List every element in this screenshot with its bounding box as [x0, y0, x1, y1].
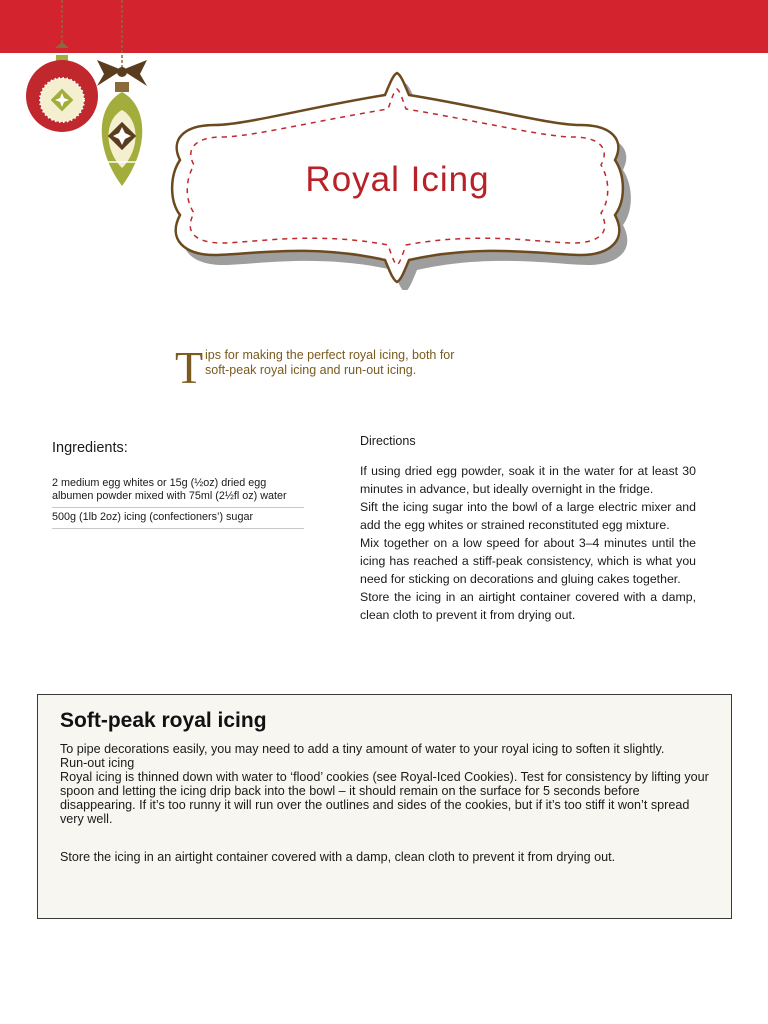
soft-peak-text: To pipe decorations easily, you may need to add a tiny amount of water to your royal icing to soften it slightly. [60, 742, 665, 756]
soft-peak-box [37, 694, 732, 919]
direction-step: If using dried egg powder, soak it in the water for at least 30 minutes in advance, but ideally overnight in the fridge. [360, 464, 696, 496]
tips-intro [175, 342, 475, 393]
drop-cap: T [175, 342, 204, 393]
christmas-ornaments-icon [0, 0, 170, 200]
direction-step: Store the icing in an airtight container covered with a damp, clean cloth to prevent it from drying out. [360, 590, 696, 622]
directions-section [360, 434, 696, 624]
direction-step: Mix together on a low speed for about 3–4 minutes until the icing has reached a stiff-peak consistency, which is what you need for sticking on decorations and gluing cakes together. [360, 536, 696, 586]
tips-text: ips for making the perfect royal icing, both for soft-peak royal icing and run-out icing. [205, 348, 455, 377]
ingredient-item: 500g (1lb 2oz) icing (confectioners’) sugar [52, 508, 304, 529]
run-out-heading: Run-out icing [60, 756, 135, 770]
red-ornament-icon [26, 42, 98, 132]
soft-peak-heading: Soft-peak royal icing [60, 709, 267, 732]
ingredient-item: 2 medium egg whites or 15g (½oz) dried egg albumen powder mixed with 75ml (2½fl oz) water [52, 474, 304, 508]
ingredients-heading: Ingredients: [52, 440, 128, 456]
page-title: Royal Icing [305, 160, 490, 199]
green-ornament-icon [102, 82, 143, 186]
direction-step: Sift the icing sugar into the bowl of a large electric mixer and add the egg whites or strained reconstituted egg mixture. [360, 500, 696, 532]
run-out-text: Royal icing is thinned down with water to ‘flood’ cookies (see Royal-Iced Cookies). Test for consistency by lifting your spoon and letting the icing drip back into the bowl – it should remain on the surface for 5 seconds before disappearing. If it’s too runny it will run over the outlines and sides of the cookies, but if it’s too stiff it won’t spread very well. [60, 770, 709, 826]
directions-heading: Directions [360, 434, 416, 448]
ingredients-section [52, 440, 304, 529]
storage-note: Store the icing in an airtight container covered with a damp, clean cloth to prevent it from drying out. [60, 850, 616, 864]
